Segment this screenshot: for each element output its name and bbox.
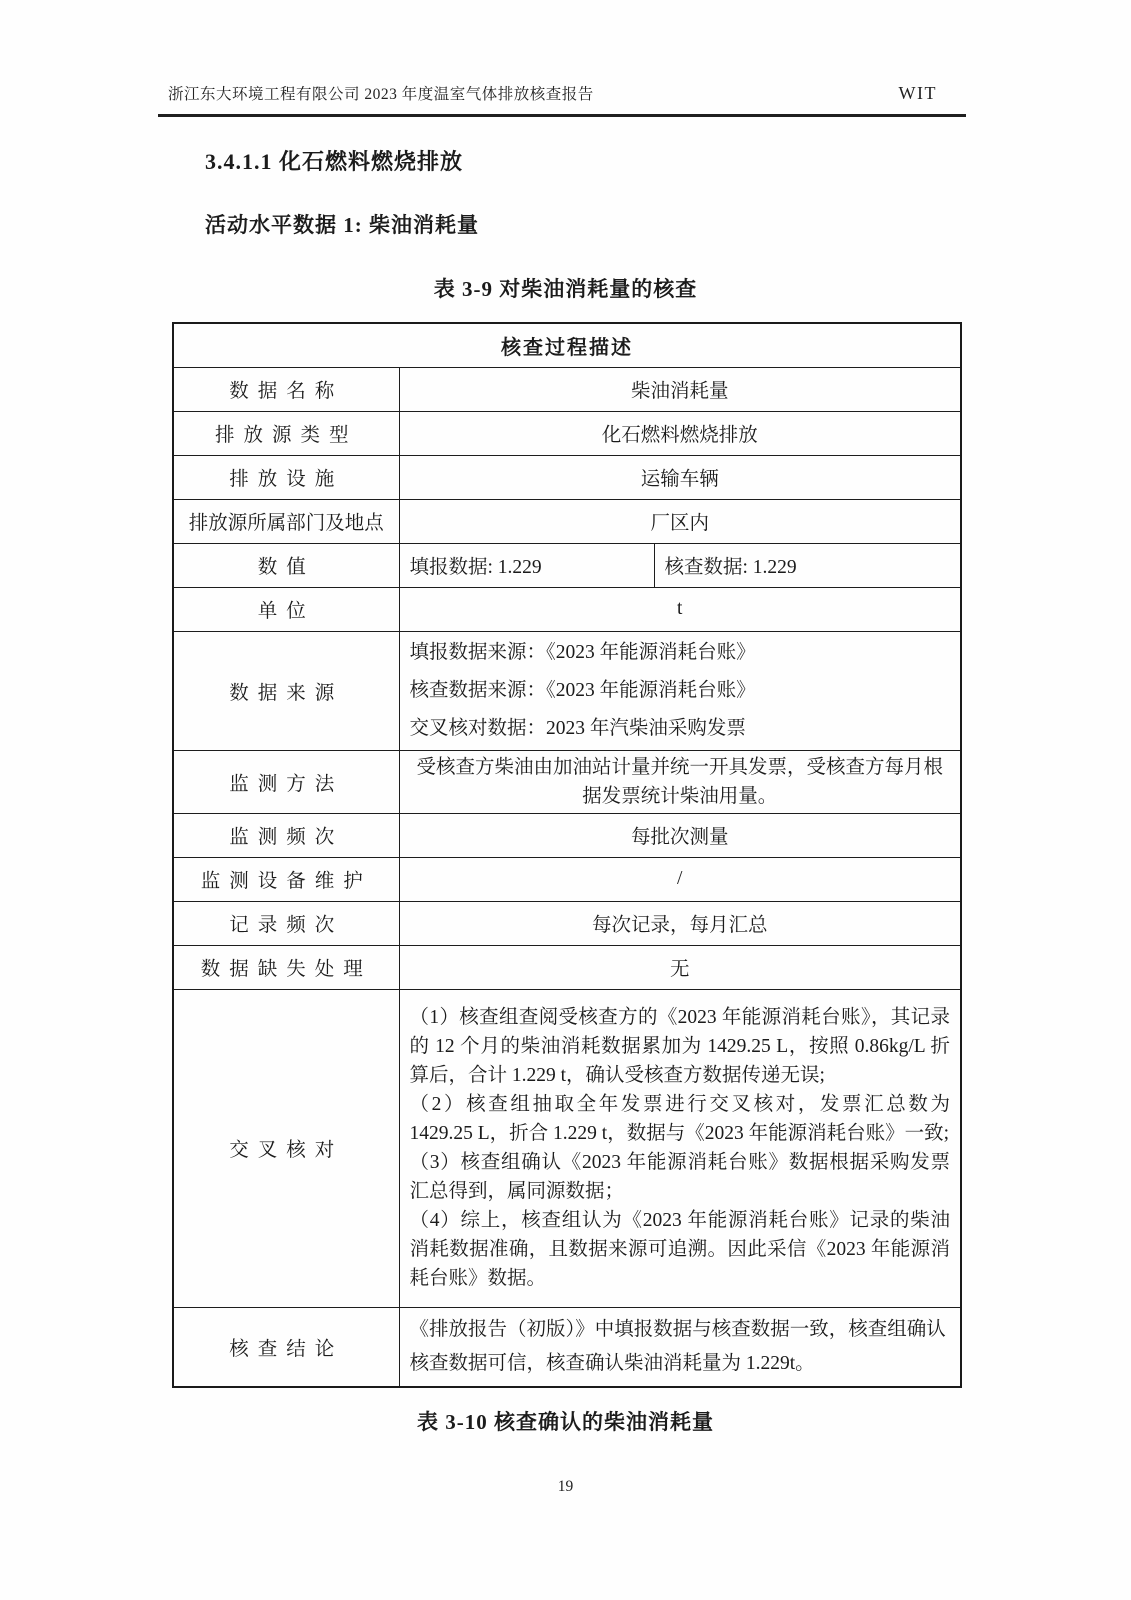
header-rule	[158, 114, 966, 117]
table-row-data-source	[173, 631, 961, 750]
row-value: 柴油消耗量	[399, 367, 961, 411]
row-label-monitoring-method: 监测方法	[173, 750, 399, 813]
conclusion-cell: 《排放报告（初版）》中填报数据与核查数据一致，核查组确认核查数据可信，核查确认柴油消耗量为 1.229t。	[399, 1307, 961, 1387]
row-label-missing-data: 数据缺失处理	[173, 945, 399, 989]
table-row	[173, 813, 961, 857]
header-report-title: 浙江东大环境工程有限公司 2023 年度温室气体排放核查报告	[168, 86, 594, 103]
row-value: /	[399, 857, 961, 901]
crosscheck-item: （2）核查组抽取全年发票进行交叉核对，发票汇总数为 1429.25 L，折合 1.229 t，数据与《2023 年能源消耗台账》一致;	[409, 1094, 951, 1144]
table-row-numeric-value	[173, 543, 961, 587]
data-source-line: 填报数据来源：《2023 年能源消耗台账》	[409, 641, 756, 663]
crosscheck-item: （3）核查组确认《2023 年能源消耗台账》数据根据采购发票汇总得到，属同源数据；	[409, 1152, 951, 1202]
row-label-record-frequency: 记录频次	[173, 901, 399, 945]
section-heading: 3.4.1.1 化石燃料燃烧排放	[205, 149, 464, 174]
table-row	[173, 587, 961, 631]
crosscheck-cell	[399, 989, 961, 1307]
row-label-conclusion: 核查结论	[173, 1307, 399, 1387]
table-row	[173, 857, 961, 901]
table-header-cell: 核查过程描述	[173, 323, 961, 367]
row-value: 每批次测量	[399, 813, 961, 857]
verified-value-cell: 核查数据: 1.229	[654, 543, 961, 587]
table-row	[173, 323, 961, 367]
row-label-data-source: 数据来源	[173, 631, 399, 750]
table-3-10-caption: 表 3-10 核查确认的柴油消耗量	[417, 1410, 714, 1434]
crosscheck-item: （4）综上，核查组认为《2023 年能源消耗台账》记录的柴油消耗数据准确，且数据来源可追溯。因此采信《2023 年能源消耗台账》数据。	[409, 1210, 951, 1289]
row-label-crosscheck: 交叉核对	[173, 989, 399, 1307]
crosscheck-item: （1）核查组查阅受核查方的《2023 年能源消耗台账》，其记录的 12 个月的柴油消耗数据累加为 1429.25 L，按照 0.86kg/L 折算后，合计 1.229 t，确认受核查方数据传递无误;	[409, 1007, 951, 1086]
row-label-unit: 单位	[173, 587, 399, 631]
table-row-conclusion	[173, 1307, 961, 1387]
table-3-9-caption: 表 3-9 对柴油消耗量的核查	[433, 277, 698, 301]
table-row	[173, 901, 961, 945]
row-label-value: 数值	[173, 543, 399, 587]
table-row	[173, 945, 961, 989]
row-value: 无	[399, 945, 961, 989]
table-row-crosscheck	[173, 989, 961, 1307]
header-logo-text: WIT	[898, 83, 937, 103]
reported-value-cell: 填报数据: 1.229	[399, 543, 654, 587]
monitoring-method-cell: 受核查方柴油由加油站计量并统一开具发票，受核查方每月根据发票统计柴油用量。	[399, 750, 961, 813]
activity-data-heading: 活动水平数据 1: 柴油消耗量	[205, 213, 479, 237]
table-row	[173, 411, 961, 455]
table-row	[173, 455, 961, 499]
data-source-line: 核查数据来源：《2023 年能源消耗台账》	[409, 679, 756, 701]
row-value: 每次记录，每月汇总	[399, 901, 961, 945]
table-row	[173, 499, 961, 543]
row-label-facility: 排放设施	[173, 455, 399, 499]
unit-value: t	[399, 587, 961, 631]
verification-table	[172, 322, 962, 1388]
row-label-data-name: 数据名称	[173, 367, 399, 411]
row-value: 运输车辆	[399, 455, 961, 499]
table-row	[173, 367, 961, 411]
page-header	[168, 82, 965, 104]
row-label-department: 排放源所属部门及地点	[173, 499, 399, 543]
data-source-line: 交叉核对数据：2023 年汽柴油采购发票	[409, 717, 746, 739]
data-source-cell	[399, 631, 961, 750]
table-row-monitoring-method	[173, 750, 961, 813]
row-label-monitoring-frequency: 监测频次	[173, 813, 399, 857]
row-value: 厂区内	[399, 499, 961, 543]
row-value: 化石燃料燃烧排放	[399, 411, 961, 455]
row-label-source-type: 排放源类型	[173, 411, 399, 455]
row-label-equipment-maintenance: 监测设备维护	[173, 857, 399, 901]
page-number: 19	[557, 1478, 574, 1495]
